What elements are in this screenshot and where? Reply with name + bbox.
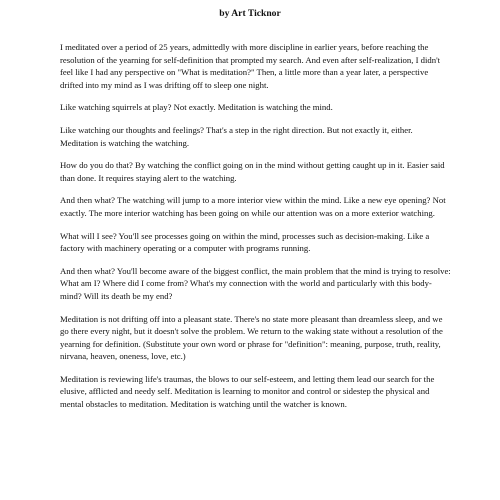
paragraph: And then what? The watching will jump to a more interior view within the mind. Like a new eye opening? Not exactly. The more interior watching has been going on while our attention was on a more exterior watching. bbox=[60, 195, 446, 218]
author-byline: by Art Ticknor bbox=[219, 8, 281, 19]
paragraph: Meditation is reviewing life's traumas, the blows to our self-esteem, and letting them lead our search for the elusive, afflicted and needy self. Meditation is learning to monitor and control or sidestep the physical and mental obstacles to meditation. Meditation is watching until the watcher is known. bbox=[60, 373, 435, 410]
paragraph: What will I see? You'll see processes going on within the mind, processes such as decision-making. Like a factory with machinery operating or a computer with programs running. bbox=[60, 230, 430, 254]
paragraph: Like watching our thoughts and feelings? That's a step in the right direction. But not exactly it, either. Meditation is watching the watching. bbox=[60, 124, 413, 148]
paragraph: How do you do that? By watching the conflict going on in the mind without getting caught up in it. Easier said than done. It requires staying alert to the watching. bbox=[60, 160, 445, 183]
paragraph: Like watching squirrels at play? Not exactly. Meditation is watching the mind. bbox=[60, 102, 333, 113]
article-body bbox=[60, 41, 452, 421]
paragraph: Meditation is not drifting off into a pleasant state. There's no state more pleasant than dreamless sleep, and we go there every night, but it doesn't solve the problem. We return to the waking state without a resolution of the yearning for definition. (Substitute your own word or phrase for "definition": meaning, purpose, truth, reality, nirvana, heaven, oneness, love, etc.) bbox=[60, 313, 443, 362]
paragraph: I meditated over a period of 25 years, admittedly with more discipline in earlier years, before reaching the resolution of the yearning for self-definition that prompted my search. And even after self-realization, I didn't feel like I had any perspective on "What is meditation?" Then, a little more than a year later, a perspective drifted into my mind as I was drifting off to sleep one night. bbox=[60, 42, 441, 90]
paragraph: And then what? You'll become aware of the biggest conflict, the main problem that the mind is trying to resolve: What am I? Where did I come from? What's my connection with the world and particularly with this body-mind? Will its death be my end? bbox=[60, 265, 451, 301]
